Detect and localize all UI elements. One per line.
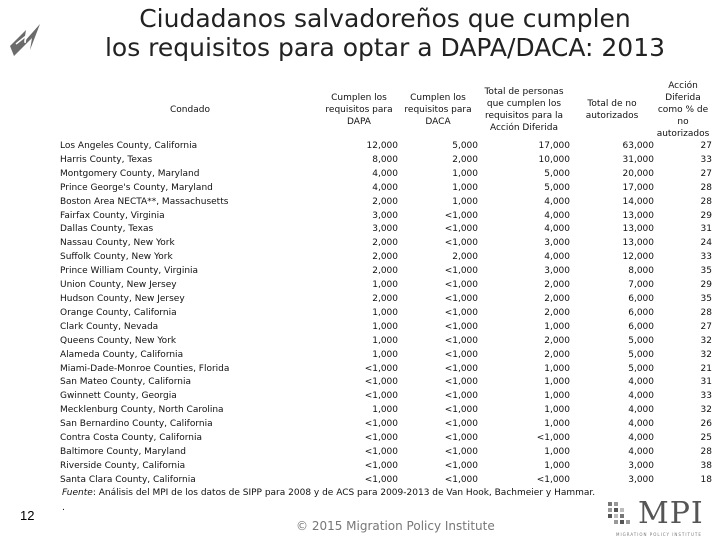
- value-cell: <1,000: [444, 405, 478, 416]
- value-cell: 1,000: [372, 280, 398, 291]
- value-cell: <1,000: [444, 433, 478, 444]
- column-header: Acción Diferida como % de no autorizados: [654, 80, 712, 140]
- value-cell: 33: [700, 154, 712, 165]
- value-cell: 63,000: [622, 141, 654, 151]
- value-cell: <1,000: [364, 474, 398, 485]
- county-cell: Queens County, New York: [60, 335, 177, 346]
- value-cell: 2,000: [372, 266, 398, 277]
- column-header: Cumplen los requisitos para DAPA: [320, 80, 398, 140]
- table-row: [60, 140, 712, 154]
- table-row: [60, 223, 712, 237]
- value-cell: 5,000: [628, 335, 654, 346]
- value-cell: <1,000: [364, 433, 398, 444]
- value-cell: 1,000: [544, 419, 570, 430]
- table-row: [60, 154, 712, 168]
- value-cell: <1,000: [444, 293, 478, 304]
- county-cell: Contra Costa County, California: [60, 433, 202, 444]
- table-row: [60, 418, 712, 432]
- value-cell: <1,000: [444, 377, 478, 388]
- county-cell: Union County, New Jersey: [60, 280, 177, 291]
- value-cell: 1,000: [372, 307, 398, 318]
- value-cell: 33: [700, 252, 712, 263]
- value-cell: 27: [700, 168, 712, 179]
- value-cell: <1,000: [364, 363, 398, 374]
- table-row: [60, 279, 712, 293]
- value-cell: 3,000: [544, 266, 570, 277]
- title-line-2: los requisitos para optar a DAPA/DACA: 2013: [104, 33, 666, 62]
- value-cell: 20,000: [622, 168, 654, 179]
- value-cell: 1,000: [372, 321, 398, 332]
- data-table: [60, 80, 712, 488]
- source-note: [62, 488, 595, 498]
- county-cell: Hudson County, New Jersey: [60, 293, 185, 304]
- value-cell: <1,000: [536, 474, 570, 485]
- value-cell: 32: [700, 405, 712, 416]
- value-cell: 3,000: [628, 460, 654, 471]
- value-cell: 2,000: [372, 252, 398, 263]
- table-row: [60, 404, 712, 418]
- value-cell: 5,000: [628, 363, 654, 374]
- county-cell: San Mateo County, California: [60, 377, 192, 388]
- table-row: [60, 349, 712, 363]
- value-cell: <1,000: [444, 446, 478, 457]
- column-header: Total de no autorizados: [570, 80, 654, 140]
- value-cell: <1,000: [444, 335, 478, 346]
- table-row: [60, 168, 712, 182]
- value-cell: 2,000: [544, 349, 570, 360]
- value-cell: <1,000: [444, 307, 478, 318]
- county-cell: Prince William County, Virginia: [60, 266, 199, 277]
- table-row: [60, 460, 712, 474]
- table-row: [60, 474, 712, 488]
- county-cell: Boston Area NECTA**, Massachusetts: [60, 196, 229, 207]
- mpi-logo-subtext: MIGRATION POLICY INSTITUTE: [616, 532, 702, 537]
- table-row: [60, 196, 712, 210]
- title-line-1: Ciudadanos salvadoreños que cumplen: [139, 4, 631, 33]
- county-cell: Montgomery County, Maryland: [60, 168, 200, 179]
- table-row: [60, 376, 712, 390]
- value-cell: 31: [700, 377, 712, 388]
- county-cell: Baltimore County, Maryland: [60, 446, 186, 457]
- county-cell: Dallas County, Texas: [60, 224, 154, 235]
- county-cell: Alameda County, California: [60, 349, 184, 360]
- trailing-dot: .: [62, 503, 65, 513]
- value-cell: 1,000: [452, 196, 478, 207]
- source-label: Fuente: [62, 488, 93, 498]
- source-text: : Análisis del MPI de los datos de SIPP para 2008 y de ACS para 2009-2013 de Van Hook, Bachmeier y Hammar.: [92, 488, 596, 498]
- value-cell: 13,000: [622, 224, 654, 235]
- value-cell: 6,000: [628, 321, 654, 332]
- county-cell: Fairfax County, Virginia: [60, 210, 165, 221]
- value-cell: 3,000: [544, 238, 570, 249]
- table-row: [60, 182, 712, 196]
- table-row: [60, 210, 712, 224]
- value-cell: 7,000: [628, 280, 654, 291]
- value-cell: 27: [700, 141, 712, 151]
- page-number: 12: [20, 508, 35, 523]
- value-cell: <1,000: [364, 377, 398, 388]
- value-cell: <1,000: [444, 224, 478, 235]
- value-cell: <1,000: [444, 321, 478, 332]
- value-cell: 17,000: [622, 182, 654, 193]
- county-cell: Orange County, California: [60, 307, 177, 318]
- value-cell: 1,000: [452, 168, 478, 179]
- value-cell: 24: [700, 238, 712, 249]
- table-row: [60, 390, 712, 404]
- value-cell: 4,000: [628, 433, 654, 444]
- value-cell: 31: [700, 224, 712, 235]
- value-cell: 1,000: [544, 363, 570, 374]
- value-cell: <1,000: [364, 446, 398, 457]
- county-cell: Prince George's County, Maryland: [60, 182, 213, 193]
- value-cell: 1,000: [544, 391, 570, 402]
- value-cell: 18: [700, 474, 712, 485]
- value-cell: 8,000: [628, 266, 654, 277]
- value-cell: 1,000: [544, 446, 570, 457]
- page-title: [60, 4, 710, 62]
- value-cell: 4,000: [628, 391, 654, 402]
- value-cell: 3,000: [372, 210, 398, 221]
- value-cell: 13,000: [622, 210, 654, 221]
- value-cell: 32: [700, 335, 712, 346]
- value-cell: 10,000: [538, 154, 570, 165]
- county-cell: Nassau County, New York: [60, 238, 175, 249]
- county-cell: Mecklenburg County, North Carolina: [60, 405, 224, 416]
- value-cell: 21: [700, 363, 712, 374]
- value-cell: <1,000: [444, 474, 478, 485]
- value-cell: 4,000: [628, 446, 654, 457]
- value-cell: <1,000: [444, 238, 478, 249]
- value-cell: 28: [700, 182, 712, 193]
- value-cell: <1,000: [364, 391, 398, 402]
- value-cell: 12,000: [622, 252, 654, 263]
- value-cell: 1,000: [544, 460, 570, 471]
- value-cell: 27: [700, 321, 712, 332]
- value-cell: 3,000: [628, 474, 654, 485]
- value-cell: 1,000: [452, 182, 478, 193]
- value-cell: 4,000: [628, 405, 654, 416]
- county-cell: Harris County, Texas: [60, 154, 153, 165]
- value-cell: <1,000: [444, 363, 478, 374]
- value-cell: 2,000: [544, 335, 570, 346]
- table-row: [60, 293, 712, 307]
- value-cell: <1,000: [444, 419, 478, 430]
- value-cell: 4,000: [544, 224, 570, 235]
- table-row: [60, 446, 712, 460]
- county-cell: Suffolk County, New York: [60, 252, 173, 263]
- value-cell: 32: [700, 349, 712, 360]
- value-cell: 4,000: [544, 252, 570, 263]
- table-header-row: [60, 80, 712, 140]
- county-cell: Santa Clara County, California: [60, 474, 196, 485]
- value-cell: <1,000: [536, 433, 570, 444]
- column-header: Cumplen los requisitos para DACA: [398, 80, 478, 140]
- table-row: [60, 432, 712, 446]
- value-cell: 29: [700, 210, 712, 221]
- value-cell: <1,000: [444, 280, 478, 291]
- value-cell: 8,000: [372, 154, 398, 165]
- value-cell: 2,000: [372, 293, 398, 304]
- value-cell: 6,000: [628, 307, 654, 318]
- value-cell: 35: [700, 293, 712, 304]
- value-cell: 1,000: [544, 321, 570, 332]
- value-cell: 5,000: [544, 168, 570, 179]
- value-cell: 5,000: [544, 182, 570, 193]
- value-cell: <1,000: [364, 460, 398, 471]
- table-row: [60, 307, 712, 321]
- value-cell: 17,000: [538, 141, 570, 151]
- value-cell: <1,000: [444, 349, 478, 360]
- value-cell: 4,000: [544, 196, 570, 207]
- value-cell: <1,000: [444, 391, 478, 402]
- value-cell: 31,000: [622, 154, 654, 165]
- value-cell: 2,000: [544, 307, 570, 318]
- value-cell: 2,000: [372, 238, 398, 249]
- value-cell: 4,000: [628, 377, 654, 388]
- value-cell: 28: [700, 446, 712, 457]
- county-cell: Riverside County, California: [60, 460, 186, 471]
- table-row: [60, 237, 712, 251]
- table-body: [60, 140, 712, 488]
- value-cell: 28: [700, 196, 712, 207]
- value-cell: <1,000: [444, 210, 478, 221]
- value-cell: 35: [700, 266, 712, 277]
- value-cell: 2,000: [544, 280, 570, 291]
- value-cell: 14,000: [622, 196, 654, 207]
- value-cell: 25: [700, 433, 712, 444]
- mpi-logo-text: MPI: [638, 496, 704, 531]
- value-cell: 33: [700, 391, 712, 402]
- value-cell: 4,000: [372, 168, 398, 179]
- value-cell: 6,000: [628, 293, 654, 304]
- value-cell: 4,000: [372, 182, 398, 193]
- value-cell: 2,000: [452, 252, 478, 263]
- county-cell: Los Angeles County, California: [60, 141, 198, 151]
- value-cell: 1,000: [372, 335, 398, 346]
- value-cell: 2,000: [544, 293, 570, 304]
- value-cell: 2,000: [452, 154, 478, 165]
- county-cell: San Bernardino County, California: [60, 419, 213, 430]
- value-cell: 5,000: [628, 349, 654, 360]
- county-cell: Clark County, Nevada: [60, 321, 159, 332]
- column-header: Condado: [60, 80, 320, 140]
- copyright-notice: © 2015 Migration Policy Institute: [296, 519, 495, 533]
- value-cell: 29: [700, 280, 712, 291]
- table-row: [60, 363, 712, 377]
- county-cell: Miami-Dade-Monroe Counties, Florida: [60, 363, 230, 374]
- value-cell: 2,000: [372, 196, 398, 207]
- value-cell: 1,000: [372, 405, 398, 416]
- value-cell: 1,000: [544, 405, 570, 416]
- value-cell: 5,000: [452, 141, 478, 151]
- value-cell: 4,000: [628, 419, 654, 430]
- value-cell: 28: [700, 307, 712, 318]
- value-cell: 13,000: [622, 238, 654, 249]
- table-row: [60, 265, 712, 279]
- county-cell: Gwinnett County, Georgia: [60, 391, 177, 402]
- value-cell: 38: [700, 460, 712, 471]
- column-header: Total de personas que cumplen los requisitos para la Acción Diferida: [478, 80, 570, 140]
- mpi-wave-icon: [6, 16, 46, 64]
- value-cell: 4,000: [544, 210, 570, 221]
- value-cell: <1,000: [444, 460, 478, 471]
- left-sidebar: [0, 0, 58, 540]
- value-cell: 1,000: [372, 349, 398, 360]
- table-row: [60, 251, 712, 265]
- value-cell: 1,000: [544, 377, 570, 388]
- value-cell: <1,000: [444, 266, 478, 277]
- value-cell: <1,000: [364, 419, 398, 430]
- value-cell: 26: [700, 419, 712, 430]
- table-row: [60, 321, 712, 335]
- value-cell: 3,000: [372, 224, 398, 235]
- value-cell: 12,000: [366, 141, 398, 151]
- table-row: [60, 335, 712, 349]
